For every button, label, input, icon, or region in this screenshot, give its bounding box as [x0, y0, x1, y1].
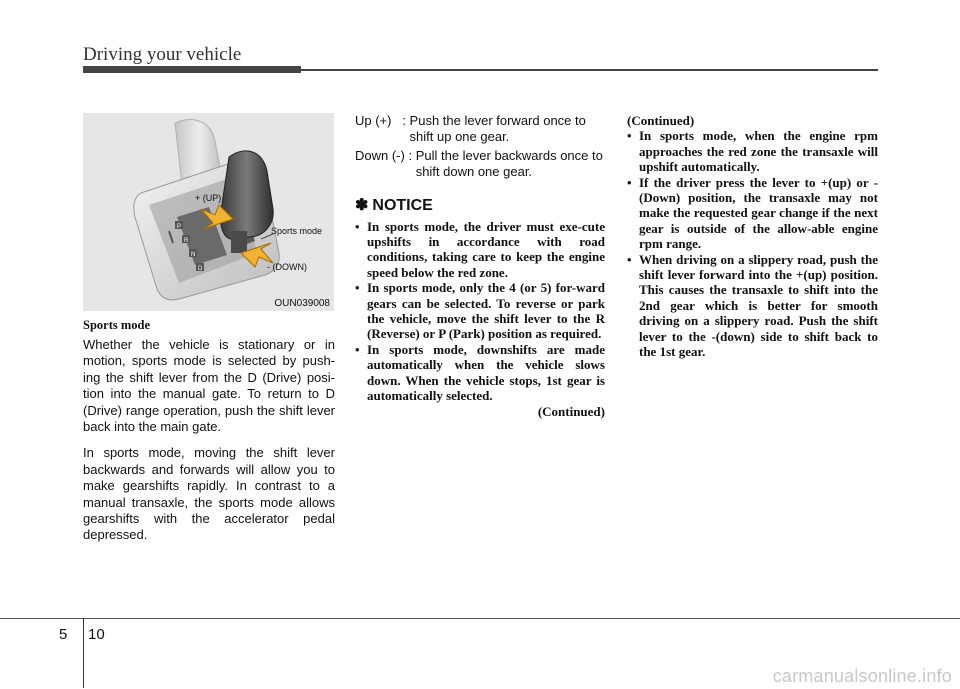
- header-rule-thin: [301, 69, 878, 71]
- continued-label: (Continued): [627, 113, 695, 128]
- watermark: carmanualsonline.info: [772, 666, 952, 686]
- list-item: • In sports mode, the driver must exe-cute upshifts in accordance with road conditions, taking care to keep the engine speed below the red zone.: [355, 219, 605, 281]
- continued-label: (Continued): [537, 403, 605, 419]
- section-heading: Sports mode: [83, 318, 151, 332]
- footer-divider: [83, 618, 84, 688]
- header-title: Driving your vehicle: [83, 44, 242, 65]
- notice-heading: [355, 195, 605, 215]
- paragraph: Whether the vehicle is stationary or in motion, sports mode is selected by push-ing the shift lever from the D (Drive) posi-tion into the manual gate. To return to D (Drive) range operation, push the shift lever back into the main gate.: [83, 337, 335, 435]
- shift-lever-figure: [83, 113, 334, 311]
- definition-desc: Push the lever forward once to shift up one gear.: [409, 113, 586, 145]
- list-item: • In sports mode, only the 4 (or 5) for-ward gears can be selected. To reverse or park the vehicle, move the shift lever to the R (Reverse) or P (Park) position as required.: [355, 280, 605, 342]
- figure-label-sports-mode: Sports mode: [271, 226, 323, 236]
- gate-letter-p: P: [177, 224, 182, 230]
- column-2: [355, 113, 605, 420]
- figure-label-down: - (DOWN): [267, 262, 307, 272]
- gate-letter-r: R: [184, 238, 189, 244]
- definition-up: [355, 113, 605, 146]
- notice-star-icon: ✽: [355, 196, 369, 214]
- definition-down: [355, 148, 605, 181]
- definition-desc: Pull the lever backwards once to shift down one gear.: [415, 147, 603, 180]
- shift-lever-illustration: [83, 113, 334, 311]
- list-item: • In sports mode, when the engine rpm approaches the red zone the transaxle will upshift automatically.: [627, 128, 878, 174]
- page-number: 10: [88, 626, 105, 643]
- gate-letter-d: D: [198, 266, 203, 272]
- definition-separator: :: [404, 147, 416, 163]
- gate-letter-n: N: [191, 252, 196, 258]
- footer-rule: [0, 618, 960, 619]
- notice-title: NOTICE: [372, 196, 433, 214]
- figure-code: OUN039008: [274, 298, 330, 309]
- notice-list-continued: [627, 128, 878, 359]
- list-item: • In sports mode, downshifts are made automatically when the vehicle slows down. When the vehicle stops, 1st gear is automatically selected.: [355, 342, 605, 404]
- definition-separator: :: [391, 113, 410, 128]
- list-item: • When driving on a slippery road, push the shift lever forward into the +(up) position. This causes the transaxle to shift into the 2nd gear which is better for smooth driving on a slippery road. Push the shift lever to the -(down) side to shift back to the 1st gear.: [627, 252, 878, 360]
- header-rule-thick: [83, 66, 301, 73]
- definition-term: Up (+): [355, 113, 392, 128]
- paragraph: In sports mode, moving the shift lever backwards and forwards will allow you to make gearshifts rapidly. In contrast to a manual transaxle, the sports mode allows gearshifts with the accelerator pedal depressed.: [83, 445, 335, 543]
- column-3: [627, 113, 878, 360]
- column-1: [83, 318, 335, 554]
- notice-list: [355, 219, 605, 404]
- definition-term: Down (-): [355, 147, 405, 163]
- list-item: • If the driver press the lever to +(up) or -(Down) position, the transaxle may not make the requested gear change if the next gear is outside of the allow-able engine rpm range.: [627, 175, 878, 252]
- section-number: 5: [59, 626, 68, 643]
- figure-label-up: + (UP): [195, 193, 222, 203]
